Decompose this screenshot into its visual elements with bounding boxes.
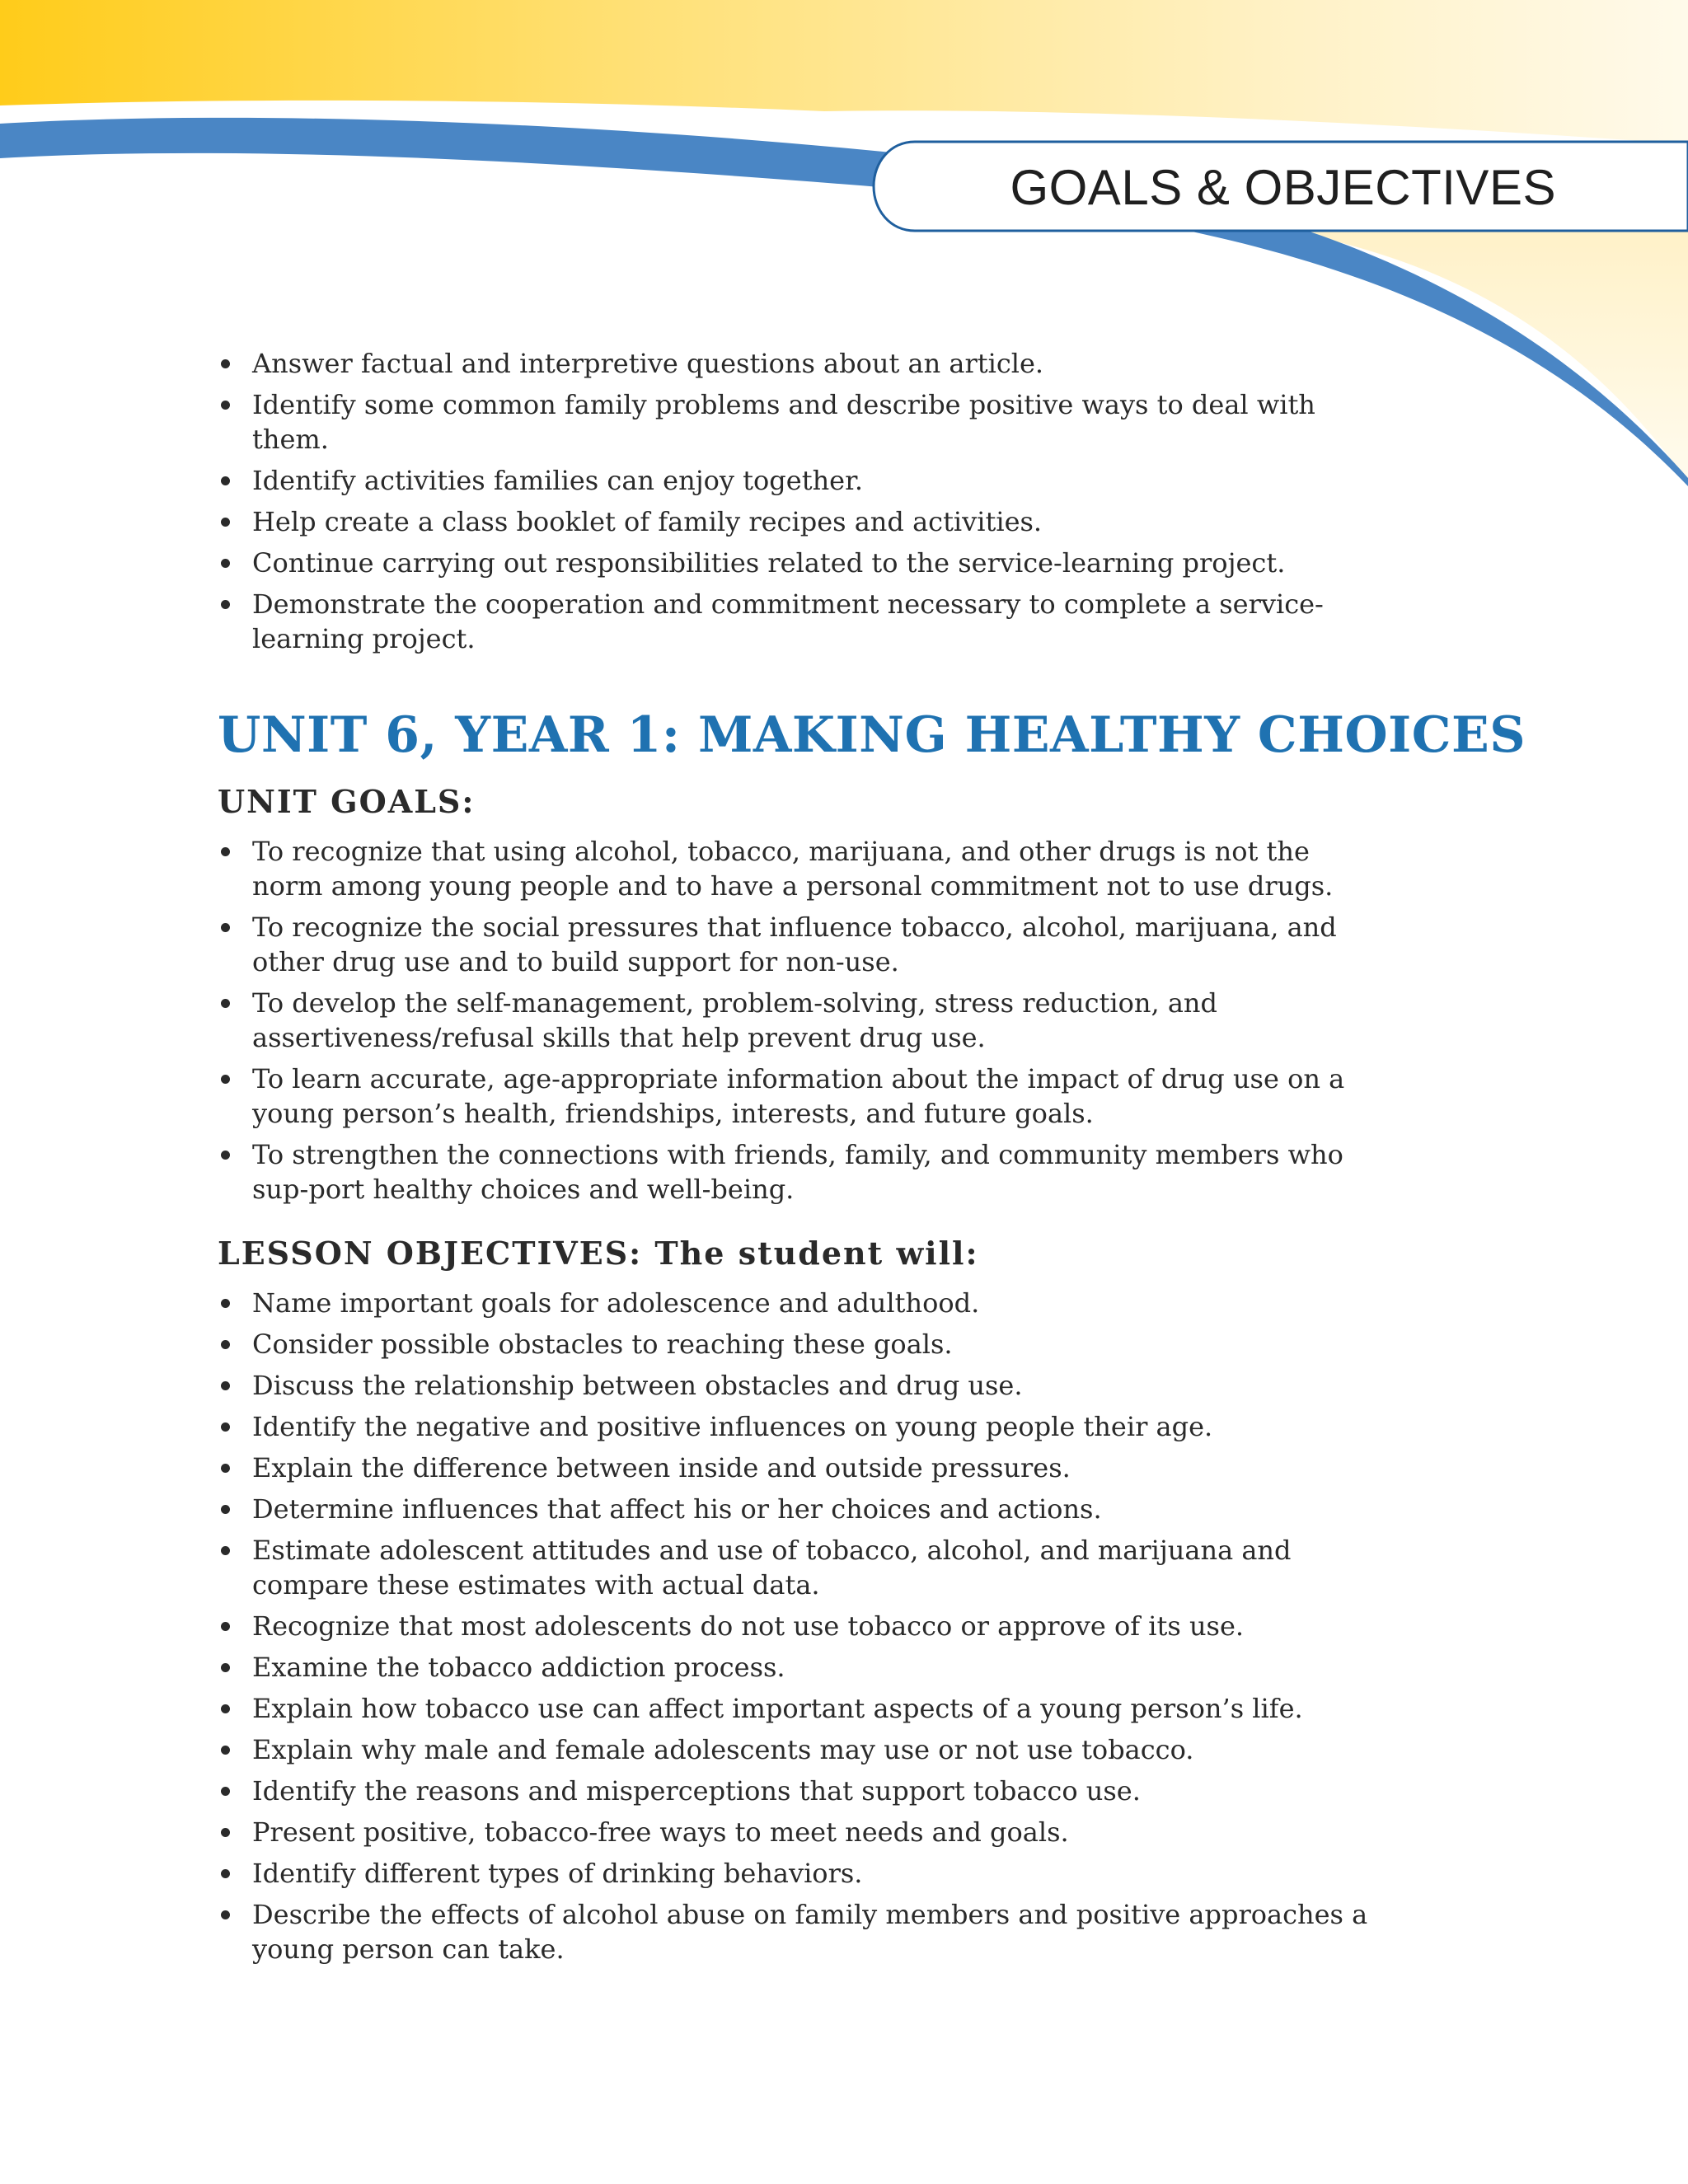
list-item: To recognize the social pressures that influence tobacco, alcohol, marijuana, and other drug use and to build support for non-use. (218, 910, 1388, 979)
list-item: Estimate adolescent attitudes and use of tobacco, alcohol, and marijuana and compare these estimates with actual data. (218, 1533, 1388, 1602)
main-content (218, 346, 1526, 1973)
list-item: To learn accurate, age-appropriate information about the impact of drug use on a young person’s health, friendships, interests, and future goals. (218, 1062, 1388, 1131)
list-item: Identify the reasons and misperceptions that support tobacco use. (218, 1774, 1388, 1808)
list-item: Explain why male and female adolescents may use or not use tobacco. (218, 1732, 1388, 1767)
list-item: Explain how tobacco use can affect important aspects of a young person’s life. (218, 1691, 1388, 1726)
unit-goals-list (218, 834, 1388, 1207)
list-item: Identify the negative and positive influences on young people their age. (218, 1409, 1388, 1444)
intro-objectives-list (218, 346, 1388, 656)
list-item: Help create a class booklet of family recipes and activities. (218, 504, 1388, 539)
lesson-objectives-heading: LESSON OBJECTIVES: The student will: (218, 1235, 979, 1272)
lesson-objectives-list (218, 1286, 1388, 1966)
page-section-title: GOALS & OBJECTIVES (1010, 160, 1556, 215)
list-item: Demonstrate the cooperation and commitment necessary to complete a service-learning project. (218, 587, 1388, 656)
list-item: Explain the difference between inside and outside pressures. (218, 1451, 1388, 1485)
list-item: To develop the self-management, problem-solving, stress reduction, and assertiveness/refusal skills that help prevent drug use. (218, 986, 1388, 1055)
list-item: Answer factual and interpretive questions about an article. (218, 346, 1388, 381)
list-item: Determine influences that affect his or her choices and actions. (218, 1492, 1388, 1526)
list-item: Continue carrying out responsibilities related to the service-learning project. (218, 546, 1388, 580)
list-item: Name important goals for adolescence and adulthood. (218, 1286, 1388, 1320)
list-item: Discuss the relationship between obstacles and drug use. (218, 1368, 1388, 1403)
list-item: Present positive, tobacco-free ways to meet needs and goals. (218, 1815, 1388, 1849)
unit-title: UNIT 6, YEAR 1: MAKING HEALTHY CHOICES (218, 706, 1526, 764)
list-item: Recognize that most adolescents do not use tobacco or approve of its use. (218, 1609, 1388, 1643)
list-item: To strengthen the connections with friends, family, and community members who sup-port healthy choices and well-being. (218, 1137, 1388, 1207)
list-item: Identify different types of drinking behaviors. (218, 1856, 1388, 1891)
list-item: To recognize that using alcohol, tobacco, marijuana, and other drugs is not the norm among young people and to have a personal commitment not to use drugs. (218, 834, 1388, 903)
list-item: Identify activities families can enjoy together. (218, 463, 1388, 498)
unit-goals-heading: UNIT GOALS: (218, 783, 476, 820)
list-item: Consider possible obstacles to reaching these goals. (218, 1327, 1388, 1361)
list-item: Examine the tobacco addiction process. (218, 1650, 1388, 1685)
list-item: Describe the effects of alcohol abuse on family members and positive approaches a young person can take. (218, 1897, 1388, 1966)
list-item: Identify some common family problems and describe positive ways to deal with them. (218, 387, 1388, 457)
